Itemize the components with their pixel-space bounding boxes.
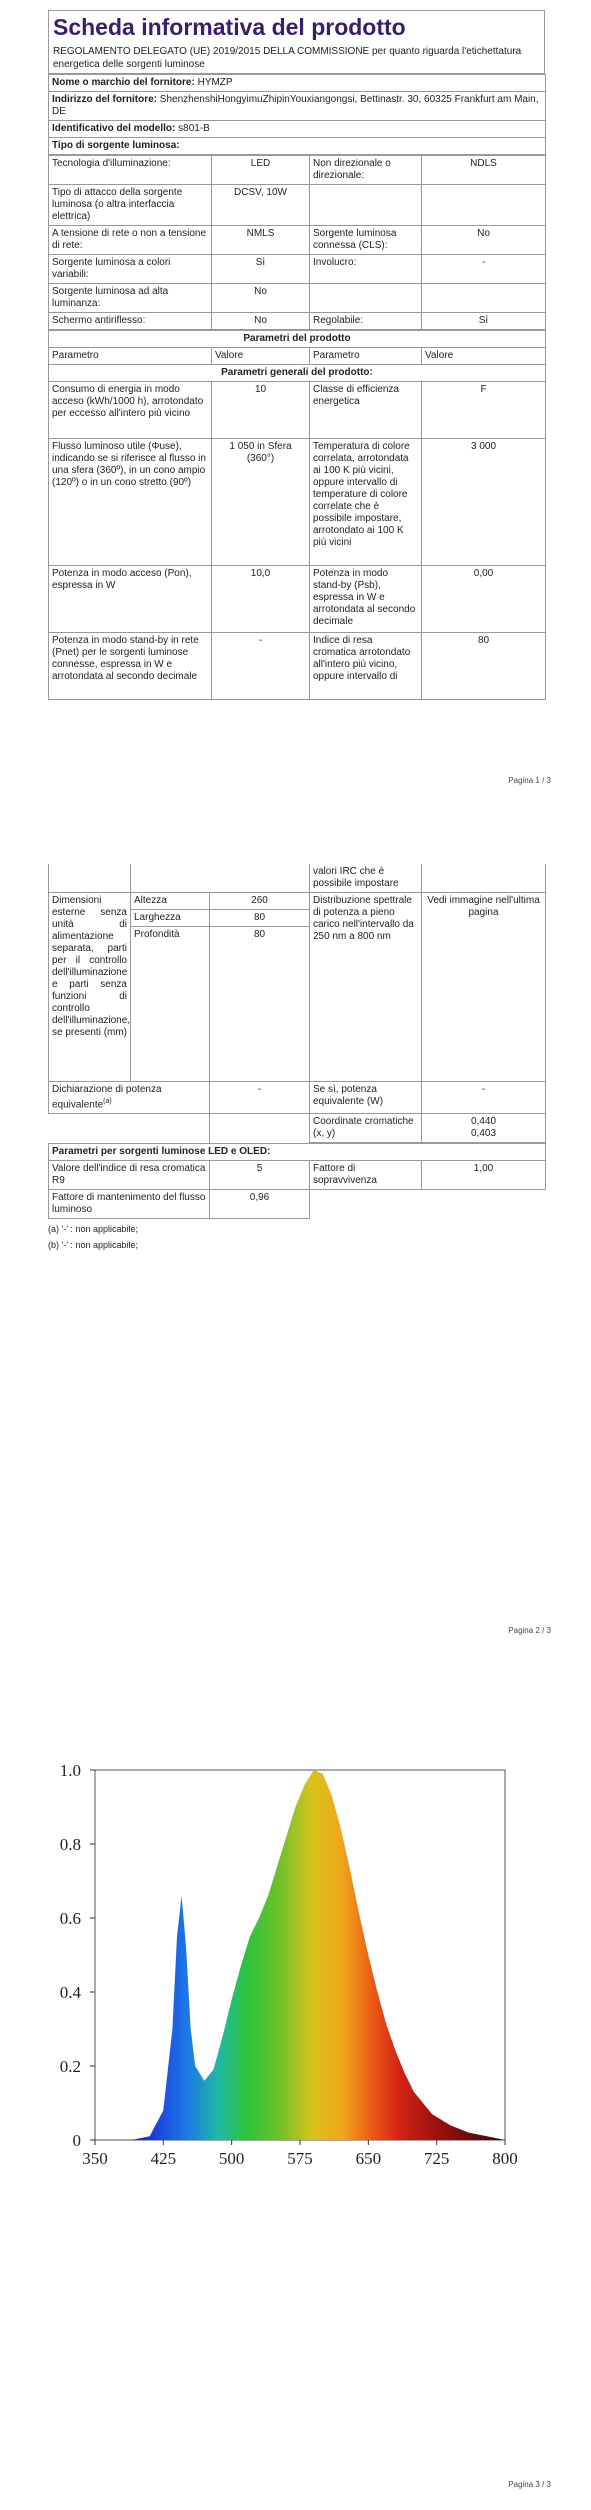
params-header-param: Parametro: [49, 348, 212, 365]
led-table: [48, 1143, 546, 1219]
led-title: Parametri per sorgenti luminose LED e OLED:: [49, 1144, 546, 1161]
params-header-param2: Parametro: [310, 348, 422, 365]
x-tick-label: 575: [287, 2149, 313, 2168]
dimensions-label: Dimensioni esterne senza unità di alimentazione separata, parti per il controllo dell'illuminazione e parti senza funzioni di controllo dell'illuminazione, se presenti (mm): [49, 893, 131, 1082]
params-title: Parametri del prodotto: [49, 331, 546, 348]
blank-4: [422, 1190, 546, 1219]
type-param: Sorgente luminosa ad alta luminanza:: [49, 284, 212, 313]
params-header-value2: Valore: [422, 348, 546, 365]
dim-height-value: 260: [210, 893, 310, 910]
general-param: Potenza in modo acceso (Pon), espressa in W: [49, 566, 212, 633]
dim-width-value: 80: [210, 910, 310, 927]
cont-empty-3: [422, 864, 546, 893]
type-param: A tensione di rete o non a tensione di rete:: [49, 226, 212, 255]
chroma-value: [422, 1114, 546, 1143]
chroma-y: 0,403: [470, 1128, 497, 1140]
supplier-address-label: Indirizzo del fornitore:: [52, 94, 157, 105]
type-value: No: [212, 284, 310, 313]
x-tick-label: 500: [218, 2149, 245, 2168]
model-row: [49, 121, 546, 138]
model-id: s801-B: [178, 123, 210, 134]
type-value2: [422, 284, 546, 313]
supplier-name-row: [49, 75, 546, 92]
blank-2: [210, 1114, 310, 1143]
type-param: Schermo antiriflesso:: [49, 313, 212, 330]
type-param2: [310, 185, 422, 226]
x-tick-label: 800: [492, 2149, 518, 2168]
survival-value: 1,00: [422, 1161, 546, 1190]
type-value2: No: [422, 226, 546, 255]
general-param2: Potenza in modo stand-by (Psb), espressa in W e arrotondata al secondo decimale: [310, 566, 422, 633]
type-param2: Regolabile:: [310, 313, 422, 330]
general-value2: 80: [422, 633, 546, 700]
lumen-maint-label: Fattore di mantenimento del flusso luminoso: [49, 1190, 210, 1219]
supplier-address: ShenzhenshiHongyimuZhipinYouxiangongsi, Bettinastr. 30, 60325 Frankfurt am Main, DE: [52, 94, 539, 117]
page-2: [0, 858, 591, 1648]
chroma-label: Coordinate cromatiche (x, y): [310, 1114, 422, 1143]
type-value: Sì: [212, 255, 310, 284]
general-value: 10: [212, 382, 310, 439]
page-title: Scheda informativa del prodotto: [53, 14, 406, 40]
page-1: [0, 0, 591, 800]
type-param: Sorgente luminosa a colori variabili:: [49, 255, 212, 284]
type-param2: Involucro:: [310, 255, 422, 284]
type-param2: [310, 284, 422, 313]
type-row: [49, 226, 546, 255]
supplier-name: HYMZP: [197, 77, 233, 88]
spectral-value: Vedi immagine nell'ultima pagina: [422, 893, 546, 1082]
type-param: Tecnologia d'illuminazione:: [49, 156, 212, 185]
dim-depth-label: Profondità: [131, 927, 210, 1082]
spectral-label: Distribuzione spettrale di potenza a pieno carico nell'intervallo da 250 nm a 800 nm: [310, 893, 422, 1082]
general-param: Consumo di energia in modo acceso (kWh/1000 h), arrotondato per eccesso all'intero più vicino: [49, 382, 212, 439]
note-a: (a) '-' : non applicabile;: [48, 1224, 138, 1235]
general-param2: Temperatura di colore correlata, arrotondata ai 100 K più vicini, oppure intervallo di temperature di colore correlate che è possibile impostare, arrotondato ai 100 K più vicini: [310, 439, 422, 566]
supplier-address-row: [49, 92, 546, 121]
blank-1: [49, 1114, 210, 1143]
cont-empty-2: [131, 864, 310, 893]
type-value2: [422, 185, 546, 226]
chroma-x: 0,440: [470, 1116, 497, 1128]
general-param: Flusso luminoso utile (Φuse), indicando se si riferisce al flusso in una sfera (360º), in un cono ampio (120º) o in un cono stretto (90º): [49, 439, 212, 566]
type-value2: Sì: [422, 313, 546, 330]
supplier-table: [48, 74, 546, 155]
general-value2: 0,00: [422, 566, 546, 633]
type-table: [48, 155, 546, 330]
y-tick-label: 0.6: [59, 1909, 81, 1928]
page-number: Pagina 2 / 3: [508, 1626, 551, 1635]
cont-irc-text: valori IRC che è possibile impostare: [310, 864, 422, 893]
type-value: DCSV, 10W: [212, 185, 310, 226]
page-1-content: [48, 10, 545, 700]
dim-depth-value: 80: [210, 927, 310, 1082]
equiv-w-label: Se sì, potenza equivalente (W): [310, 1082, 422, 1114]
general-title: Parametri generali del prodotto:: [49, 365, 546, 382]
y-tick-label: 0.4: [59, 1983, 81, 2002]
type-param2: Non direzionale o direzionale:: [310, 156, 422, 185]
blank-3: [310, 1190, 422, 1219]
general-param: Potenza in modo stand-by in rete (Pnet) per le sorgenti luminose connesse, espressa in W e arrotondata al secondo decimale: [49, 633, 212, 700]
r9-value: 5: [210, 1161, 310, 1190]
type-value2: -: [422, 255, 546, 284]
y-tick-label: 0.8: [59, 1835, 81, 1854]
type-row: [49, 284, 546, 313]
dim-width-label: Larghezza: [131, 910, 210, 927]
type-param2: Sorgente luminosa connessa (CLS):: [310, 226, 422, 255]
source-type-label: Tipo di sorgente luminosa:: [49, 138, 546, 155]
type-value: No: [212, 313, 310, 330]
general-value2: 3 000: [422, 439, 546, 566]
page-number: Pagina 1 / 3: [508, 776, 551, 785]
x-tick-label: 425: [150, 2149, 177, 2168]
type-value2: NDLS: [422, 156, 546, 185]
general-value: 1 050 in Sfera (360°): [212, 439, 310, 566]
cont-empty-1: [49, 864, 131, 893]
page-2-content: [48, 864, 545, 1253]
general-row: [49, 382, 546, 439]
r9-label: Valore dell'indice di resa cromatica R9: [49, 1161, 210, 1190]
spectrum-chart: [0, 1660, 591, 2220]
y-tick-label: 1.0: [59, 1761, 81, 1780]
type-row: [49, 313, 546, 330]
regulation-subtitle: REGOLAMENTO DELEGATO (UE) 2019/2015 DELLA COMMISSIONE per quanto riguarda l'etichettatura energetica delle sorgenti luminose: [53, 46, 522, 70]
page-number: Pagina 3 / 3: [508, 2480, 551, 2489]
note-b: (b) '-' : non applicabile;: [48, 1240, 138, 1251]
params-table: [48, 330, 546, 700]
type-row: [49, 185, 546, 226]
x-tick-label: 350: [82, 2149, 108, 2168]
general-value2: F: [422, 382, 546, 439]
equiv-w-value: -: [422, 1082, 546, 1114]
survival-label: Fattore di sopravvivenza: [310, 1161, 422, 1190]
spectrum-plot: [60, 1761, 518, 2168]
continuation-table: [48, 864, 546, 1143]
y-tick-label: 0: [72, 2131, 81, 2150]
general-value: -: [212, 633, 310, 700]
x-tick-label: 650: [355, 2149, 382, 2168]
type-param: Tipo di attacco della sorgente luminosa (o altra interfaccia elettrica): [49, 185, 212, 226]
x-tick-label: 725: [423, 2149, 450, 2168]
general-row: [49, 439, 546, 566]
y-tick-label: 0.2: [59, 2057, 81, 2076]
model-label: Identificativo del modello:: [52, 123, 176, 134]
type-value: LED: [212, 156, 310, 185]
general-row: [49, 633, 546, 700]
lumen-maint-value: 0,96: [210, 1190, 310, 1219]
dim-height-label: Altezza: [131, 893, 210, 910]
general-param2: Indice di resa cromatica arrotondato all'intero più vicino, oppure intervallo di: [310, 633, 422, 700]
page-3: [0, 1660, 591, 2510]
general-param2: Classe di efficienza energetica: [310, 382, 422, 439]
equiv-value: -: [210, 1082, 310, 1114]
general-value: 10,0: [212, 566, 310, 633]
header-box: [48, 10, 545, 74]
params-header-value: Valore: [212, 348, 310, 365]
supplier-name-label: Nome o marchio del fornitore:: [52, 77, 195, 88]
type-row: [49, 255, 546, 284]
type-value: NMLS: [212, 226, 310, 255]
equiv-label: Dichiarazione di potenza equivalente$^{(a)}$: [49, 1082, 210, 1114]
general-row: [49, 566, 546, 633]
type-row: [49, 156, 546, 185]
equiv-label-text: Dichiarazione di potenza equivalente: [52, 1084, 162, 1111]
